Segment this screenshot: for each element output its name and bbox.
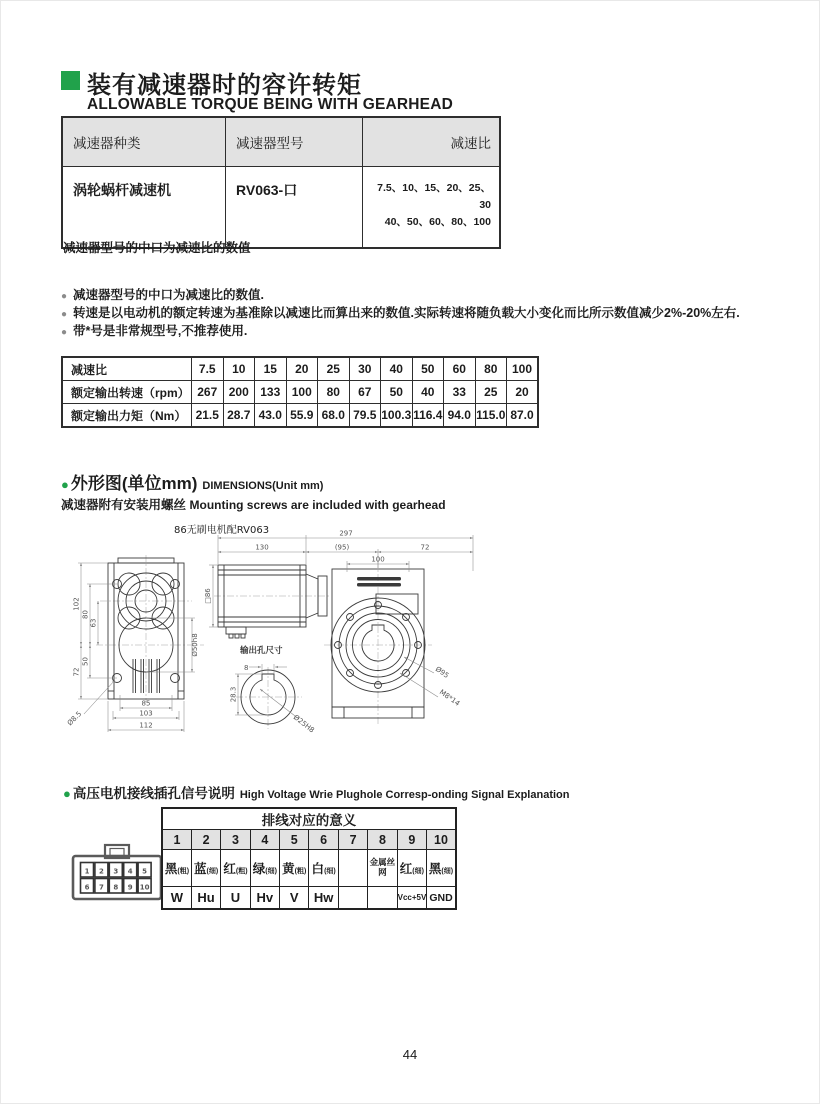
spec-cell: 68.0 <box>318 404 350 428</box>
page-subtitle: ALLOWABLE TORQUE BEING WITH GEARHEAD <box>87 96 453 113</box>
spec-label-ratio: 减速比 <box>62 357 192 381</box>
col-header-type: 减速器种类 <box>62 117 226 167</box>
section-dimensions-header <box>61 469 323 494</box>
signal-cell <box>368 887 397 910</box>
signal-cell: W <box>162 887 191 910</box>
signal-title-en: High Voltage Wrie Plughole Corresp-onding Signal Explanation <box>239 789 570 801</box>
wire-color: 蓝(细) <box>191 850 220 887</box>
dimension-lines <box>78 535 473 735</box>
connector-pin: 1 <box>84 867 90 876</box>
dimensions-title-en: DIMENSIONS(Unit mm) <box>202 480 324 492</box>
spec-cell: 67 <box>349 381 381 404</box>
dim-motor-length: 130 <box>255 543 269 552</box>
signal-cell <box>338 887 367 910</box>
dim-50: 50 <box>81 657 90 666</box>
dim-key-width: 8 <box>244 664 249 672</box>
signal-cell: Hu <box>191 887 220 910</box>
col-header-model: 减速器型号 <box>226 117 363 167</box>
pin-number: 3 <box>221 830 250 850</box>
note-item <box>61 323 813 341</box>
green-dot-icon: ● <box>63 786 71 801</box>
dim-gear-length: (95) <box>334 543 350 552</box>
ratios-line2: 40、50、60、80、100 <box>384 215 491 228</box>
pin-number: 6 <box>309 830 338 850</box>
spec-table <box>61 356 539 428</box>
wire-color-row <box>162 850 456 887</box>
spec-cell: 40 <box>412 381 444 404</box>
wire-color: 白(细) <box>309 850 338 887</box>
dim-100: 100 <box>371 555 385 564</box>
dimensions-title-cn: 外形图(单位mm) <box>70 474 198 493</box>
pin-signal-table <box>161 807 457 910</box>
spec-cell: 21.5 <box>192 404 224 428</box>
spec-cell: 100 <box>507 357 539 381</box>
spec-cell: 80 <box>475 357 507 381</box>
wire-color: 黑(细) <box>427 850 456 887</box>
table-row <box>62 167 500 249</box>
table-note: 减速器型号的中口为减速比的数值 <box>63 241 251 255</box>
dimension-drawing <box>56 521 476 756</box>
pin-number: 5 <box>280 830 309 850</box>
page-number: 44 <box>402 1047 418 1062</box>
pin-number: 8 <box>368 830 397 850</box>
connector-pin: 7 <box>98 883 104 892</box>
connector-pin: 3 <box>113 867 119 876</box>
cell-gear-ratios <box>363 167 501 249</box>
green-square-icon <box>61 71 80 90</box>
dim-bore: Ø25H8 <box>291 713 316 735</box>
pin-table-title-row <box>162 808 456 830</box>
wire-color: 绿(细) <box>250 850 279 887</box>
spec-cell: 15 <box>255 357 287 381</box>
dim-out-length: 72 <box>420 543 430 552</box>
section-torque-header <box>61 65 362 100</box>
gearhead-table <box>61 116 501 249</box>
dim-square: □86 <box>204 588 212 604</box>
dim-hole: Ø8.5 <box>65 709 84 728</box>
spec-cell: 50 <box>381 381 413 404</box>
section-signal-header <box>63 782 569 802</box>
wire-color: 红(粗) <box>221 850 250 887</box>
pin-number: 10 <box>427 830 456 850</box>
dim-boss: Ø50h8 <box>191 633 199 657</box>
spec-cell: 50 <box>412 357 444 381</box>
pin-table-title: 排线对应的意义 <box>162 808 456 830</box>
spec-cell: 40 <box>381 357 413 381</box>
green-dot-icon: ● <box>61 477 69 492</box>
dim-63: 63 <box>89 618 98 628</box>
spec-cell: 20 <box>507 381 539 404</box>
spec-cell: 7.5 <box>192 357 224 381</box>
spec-cell: 25 <box>318 357 350 381</box>
spec-cell: 200 <box>223 381 255 404</box>
table-header-row <box>62 117 500 167</box>
dim-screw: M8*14 <box>437 688 462 708</box>
spec-cell: 20 <box>286 357 318 381</box>
wire-color <box>338 850 367 887</box>
pin-number: 9 <box>397 830 426 850</box>
note-text: 转速是以电动机的额定转速为基准除以减速比而算出来的数值.实际转速将随负载大小变化而比所示数值减少2%-20%左右. <box>73 306 740 320</box>
bullet-icon: ● <box>61 327 68 338</box>
bullet-icon: ● <box>61 291 68 302</box>
dim-85: 85 <box>141 699 151 708</box>
dim-flange: Ø95 <box>433 665 451 680</box>
detail-caption: 输出孔尺寸 <box>240 646 283 656</box>
spec-cell: 115.0 <box>475 404 507 428</box>
wire-color: 黑(粗) <box>162 850 191 887</box>
connector-pin: 10 <box>139 883 150 892</box>
connector-plug-diagram <box>71 843 163 901</box>
connector-pin: 5 <box>142 867 148 876</box>
ratios-line1: 7.5、10、15、20、25、30 <box>377 182 491 211</box>
signal-cell-vcc: Vcc+5V <box>397 887 426 910</box>
side-view-geometry <box>218 565 327 638</box>
note-text: 带*号是非常规型号,不推荐使用. <box>73 324 248 338</box>
pin-number: 2 <box>191 830 220 850</box>
spec-cell: 30 <box>349 357 381 381</box>
spec-cell: 10 <box>223 357 255 381</box>
spec-cell: 100.3 <box>381 404 413 428</box>
dim-112: 112 <box>139 721 153 730</box>
spec-cell: 60 <box>444 357 476 381</box>
wire-color: 红(细) <box>397 850 426 887</box>
spec-row-speed <box>62 381 538 404</box>
spec-row-ratio <box>62 357 538 381</box>
signal-cell: Hv <box>250 887 279 910</box>
spec-row-torque <box>62 404 538 428</box>
signal-title-cn: 高压电机接线插孔信号说明 <box>72 786 235 801</box>
connector-pin: 9 <box>127 883 133 892</box>
spec-label-torque: 额定输出力矩（Nm） <box>62 404 192 428</box>
signal-cell: U <box>221 887 250 910</box>
note-text: 减速器型号的中口为减速比的数值. <box>73 288 265 302</box>
spec-cell: 80 <box>318 381 350 404</box>
dim-key-depth: 28.3 <box>229 686 238 703</box>
spec-cell: 87.0 <box>507 404 539 428</box>
spec-cell: 116.4 <box>412 404 444 428</box>
spec-cell: 100 <box>286 381 318 404</box>
spec-label-speed: 额定输出转速（rpm） <box>62 381 192 404</box>
spec-cell: 25 <box>475 381 507 404</box>
signal-cell-gnd: GND <box>427 887 456 910</box>
connector-pin: 8 <box>113 883 119 892</box>
dimensions-note-cn: 减速器附有安装用螺丝 <box>61 498 187 512</box>
signal-cell: Hw <box>309 887 338 910</box>
spec-cell: 267 <box>192 381 224 404</box>
dim-overall: 297 <box>339 529 353 538</box>
note-item <box>61 305 813 323</box>
dimensions-note-en: Mounting screws are included with gearhead <box>189 498 446 512</box>
page-title: 装有减速器时的容许转矩 <box>87 72 362 99</box>
wire-color-mesh: 金属丝网 <box>368 850 397 887</box>
notes-list <box>61 287 813 341</box>
connector-pin: 4 <box>127 867 133 876</box>
pin-number: 7 <box>338 830 367 850</box>
note-item <box>61 287 813 305</box>
spec-cell: 133 <box>255 381 287 404</box>
spec-cell: 79.5 <box>349 404 381 428</box>
signal-cell: V <box>280 887 309 910</box>
spec-cell: 43.0 <box>255 404 287 428</box>
bullet-icon: ● <box>61 309 68 320</box>
dim-102: 102 <box>72 597 81 611</box>
dimensions-note <box>61 495 446 513</box>
drawing-caption: 86无刷电机配RV063 <box>174 525 270 536</box>
dim-72b: 72 <box>72 667 81 677</box>
wire-color: 黄(粗) <box>280 850 309 887</box>
spec-cell: 33 <box>444 381 476 404</box>
spec-cell: 28.7 <box>223 404 255 428</box>
pin-number-row <box>162 830 456 850</box>
spec-cell: 94.0 <box>444 404 476 428</box>
dim-103: 103 <box>139 709 153 718</box>
spec-cell: 55.9 <box>286 404 318 428</box>
connector-pin: 6 <box>84 883 90 892</box>
dim-80: 80 <box>81 610 90 619</box>
col-header-ratio: 减速比 <box>363 117 501 167</box>
cell-gear-type: 涡轮蜗杆减速机 <box>62 167 226 249</box>
pin-number: 4 <box>250 830 279 850</box>
pin-number: 1 <box>162 830 191 850</box>
cell-gear-model: RV063-口 <box>226 167 363 249</box>
signal-row <box>162 887 456 910</box>
connector-pin: 2 <box>98 867 104 876</box>
